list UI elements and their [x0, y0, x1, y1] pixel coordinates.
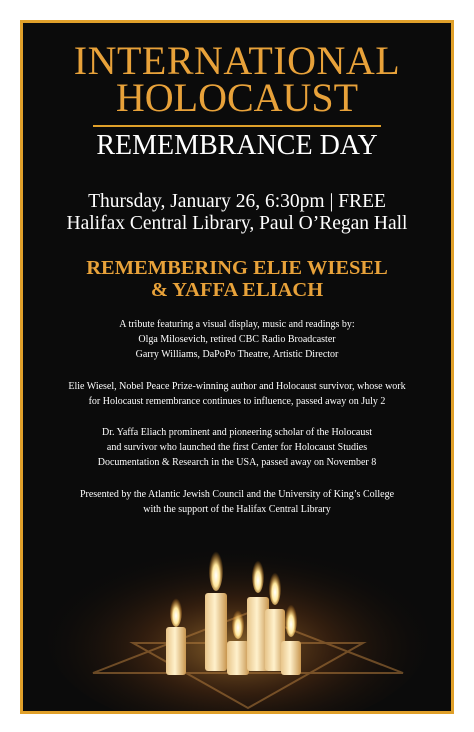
eliach-line-2: and survivor who launched the first Center for Holocaust Studies [106, 442, 368, 453]
wiesel-line-2: for Holocaust remembrance continues to influence, passed away on July 2 [88, 396, 386, 407]
title-line-3: REMEMBRANCE DAY [96, 130, 378, 161]
presenters-paragraph [23, 487, 451, 517]
event-venue: Halifax Central Library, Paul O’Regan Hall [66, 213, 408, 234]
eliach-line-1: Dr. Yaffa Eliach prominent and pioneering scholar of the Holocaust [101, 427, 373, 438]
tribute-intro: A tribute featuring a visual display, music and readings by: [119, 319, 355, 330]
poster [20, 20, 454, 714]
candles-image [23, 523, 454, 714]
eliach-paragraph [23, 425, 451, 470]
eliach-line-3: Documentation & Research in the USA, passed away on November 8 [97, 457, 377, 468]
presenters-line-2: with the support of the Halifax Central Library [143, 504, 331, 515]
tribute-paragraph [23, 317, 451, 362]
tribute-reader-2: Garry Williams, DaPoPo Theatre, Artistic Director [135, 349, 339, 360]
title-line-1: INTERNATIONAL [73, 38, 401, 83]
remembering-heading-2: & YAFFA ELIACH [150, 279, 324, 301]
wiesel-line-1: Elie Wiesel, Nobel Peace Prize-winning author and Holocaust survivor, whose work [68, 381, 406, 392]
title-line-2: HOLOCAUST [115, 75, 359, 120]
remembering-heading-1: REMEMBERING ELIE WIESEL [86, 257, 388, 279]
wiesel-paragraph [23, 379, 451, 409]
tribute-reader-1: Olga Milosevich, retired CBC Radio Broadcaster [138, 334, 336, 345]
presenters-line-1: Presented by the Atlantic Jewish Council and the University of King’s College [79, 489, 395, 500]
title-divider [93, 125, 381, 127]
event-date: Thursday, January 26, 6:30pm | FREE [88, 191, 386, 212]
